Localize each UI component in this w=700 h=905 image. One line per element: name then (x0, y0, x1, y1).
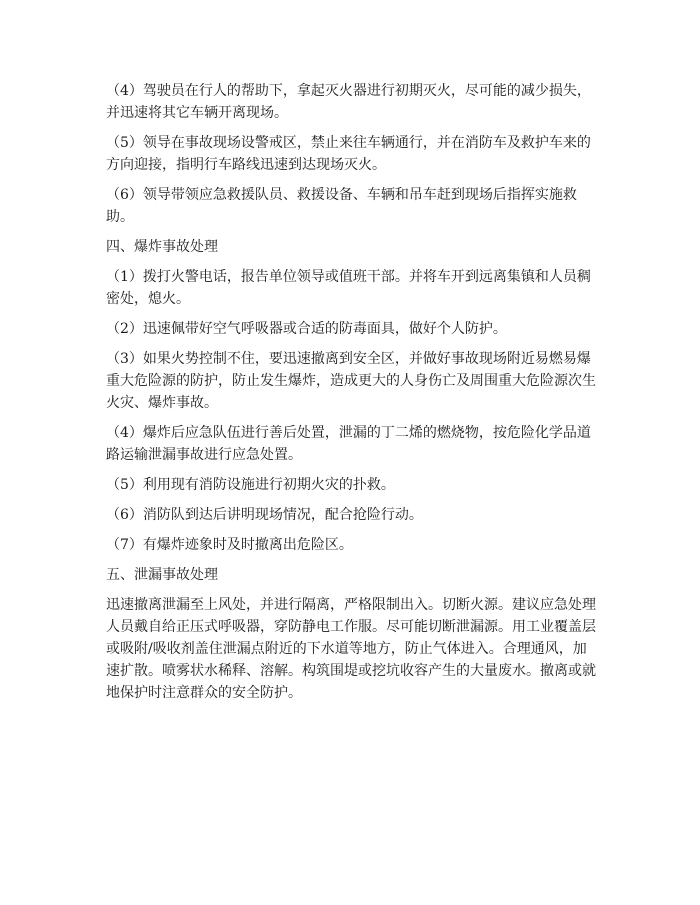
step-4-paragraph: （4）驾驶员在行人的帮助下，拿起灭火器进行初期灭火，尽可能的减少损失，并迅速将其它车辆开离现场。 (106, 83, 591, 121)
explosion-step-3-paragraph: （3）如果火势控制不住，要迅速撤离到安全区，并做好事故现场附近易燃易爆重大危险源的防护，防止发生爆炸，造成更大的人身伤亡及周围重大危险源次生火灾、爆炸事故。 (106, 351, 596, 411)
section-heading-leak: 五、泄漏事故处理 (106, 567, 218, 583)
explosion-step-5-paragraph: （5）利用现有消防设施进行初期火灾的扑救。 (106, 477, 395, 493)
explosion-step-1-paragraph: （1）拨打火警电话，报告单位领导或值班干部。并将车开到远离集镇和人员稠密处，熄火。 (106, 269, 591, 307)
explosion-step-6-paragraph: （6）消防队到达后讲明现场情况，配合抢险行动。 (106, 507, 423, 523)
step-6-paragraph: （6）领导带领应急救援队员、救援设备、车辆和吊车赶到现场后指挥实施救助。 (106, 187, 577, 225)
section-heading-explosion: 四、爆炸事故处理 (106, 239, 218, 255)
leak-handling-paragraph: 迅速撤离泄漏至上风处，并进行隔离，严格限制出入。切断火源。建议应急处理人员戴自给正压式呼吸器，穿防静电工作服。尽可能切断泄漏源。用工业覆盖层或吸附/吸收剂盖住泄漏点附近的下水道等地方，防止气体进入。合理通风，加速扩散。喷雾状水稀释、溶解。构筑围堤或挖坑收容产生的大量废水。撤离或就地保护时注意群众的安全防护。 (106, 597, 596, 701)
explosion-step-2-paragraph: （2）迅速佩带好空气呼吸器或合适的防毒面具，做好个人防护。 (106, 321, 507, 337)
explosion-step-7-paragraph: （7）有爆炸迹象时及时撤离出危险区。 (106, 537, 353, 553)
step-5-paragraph: （5）领导在事故现场设警戒区，禁止来往车辆通行，并在消防车及救护车来的方向迎接，指明行车路线迅速到达现场灭火。 (106, 135, 591, 173)
explosion-step-4-paragraph: （4）爆炸后应急队伍进行善后处置，泄漏的丁二烯的燃烧物，按危险化学品道路运输泄漏事故进行应急处置。 (106, 425, 591, 463)
